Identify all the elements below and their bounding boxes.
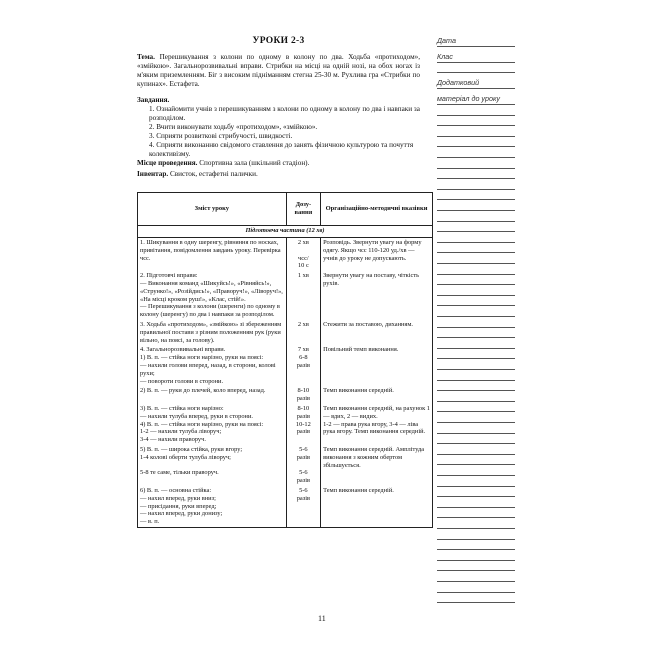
sidebar-line [437,369,515,370]
sidebar-line [437,422,515,423]
sidebar-line [437,263,515,264]
topic-text: Перешикування з колони по одному в колону по два. Ходьба «протиходом», «змійкою». Загальнорозвивальні вправи. Стрибки на місці на одній нозі, на обох ногах із м'яким приземленням. Біг з високим підніманням стегна 25-30 м. Рухлива гра «Стрибки по купинах». Естафета. [137,53,421,88]
header-content: Зміст уроку [138,193,287,226]
sidebar-line [437,221,515,222]
sidebar-line [437,390,515,391]
place-label: Місце проведення. [137,159,198,167]
row-dose: 5-6 разів [286,486,320,527]
inventory-text: Свисток, естафетні палички. [169,170,258,178]
sidebar-line [437,189,515,190]
sidebar-line [437,560,515,561]
sidebar-line [437,380,515,381]
sidebar-line [437,327,515,328]
sidebar-line [437,348,515,349]
row-dose: 1 хв [286,271,320,320]
sidebar-line [437,115,515,116]
lesson-topic [137,53,420,89]
task-item: 1. Ознайомити учнів з перешикуванням з колони по одному в колону по два і навпаки за розподілом. [149,105,420,122]
sidebar-line [437,125,515,126]
sidebar-line [437,210,515,211]
lesson-title: УРОКИ 2-3 [252,36,305,46]
sidebar-line [437,581,515,582]
sidebar-line [437,486,515,487]
sidebar-line [437,549,515,550]
section-title: Підготовча частина (12 хв) [138,226,433,238]
inventory-label: Інвентар. [137,170,169,178]
sidebar-line [437,496,515,497]
sidebar-line [437,464,515,465]
table-row [138,345,433,386]
page-number: 11 [318,614,326,623]
row-notes: Темп виконання середній, на рахунок 1 — вдих, 2 — видих. 1-2 — права рука вгору, 3-4 — ліва рука вгору. Темп виконання середній. [321,404,433,445]
sidebar-line [437,517,515,518]
row-dose: 8-10 разів 10-12 разів [286,404,320,445]
sidebar-line [437,475,515,476]
row-content: 5) В. п. — широка стійка, руки вгору; 1-4 колові оберти тулуба ліворуч; 5-8 те саме, тільки праворуч. [138,445,287,486]
row-dose: 5-6 разів 5-6 разів [286,445,320,486]
table-row [138,271,433,320]
sidebar-line [437,168,515,169]
sidebar-line [437,528,515,529]
sidebar-line [437,507,515,508]
sidebar-line [437,433,515,434]
row-content: 3) В. п. — стійка ноги нарізно: — нахили тулуба вперед, руки в сторони. 4) В. п. — стійка ноги нарізно, руки на поясі: 1-2 — нахили тулуба ліворуч; 3-4 — нахили праворуч. [138,404,287,445]
header-dose: Дозу-вання [286,193,320,226]
row-content: 1. Шикування в одну шеренгу, рівняння по носках, привітання, повідомлення завдань уроку. Перевірка чсс. [138,238,287,272]
sidebar-line [437,570,515,571]
sidebar-line [437,454,515,455]
row-content: 2. Підготовчі вправи: — Виконання команд «Шикуйсь!», «Рівняйсь!», «Струнко!», «Розійдись!», «Праворуч!», «Ліворуч!», «На місці кроком руш!», «Клас, стій!». — Перешикування з колони (шеренги) по одному в колону (шеренгу) по два і навпаки за розподілом. [138,271,287,320]
header-notes: Організаційно-методичні вказівки [321,193,433,226]
lesson-plan-table [137,192,433,528]
sidebar-label-date: Дата [437,36,456,45]
sidebar-line [437,305,515,306]
sidebar-line [437,592,515,593]
sidebar-label-material: матеріал до уроку [437,94,501,103]
place-text: Спортивна зала (шкільний стадіон). [199,159,310,167]
sidebar-line [437,88,515,89]
row-notes: Темп виконання середній. [321,486,433,527]
row-notes: Розповідь. Звернути увагу на форму одягу. Якщо чсс 110-120 уд./хв — учнів до уроку не допускають. [321,238,433,272]
row-notes: Повільний темп виконання. [321,345,433,386]
sidebar-line [437,358,515,359]
row-notes: Темп виконання середній. Амплітуда виконання з кожним обертом збільшується. [321,445,433,486]
sidebar-line [437,62,515,63]
row-content: 2) В. п. — руки до плечей, коло вперед, назад. [138,386,287,404]
row-notes: Звернути увагу на поставу, чіткість рухів. [321,271,433,320]
sidebar-line [437,602,515,603]
sidebar-line [437,337,515,338]
table-row [138,386,433,404]
sidebar-line [437,46,515,47]
row-dose: 7 хв 6-8 разів [286,345,320,386]
row-notes: Стежити за поставою, диханням. [321,320,433,345]
topic-label: Тема. [137,53,155,61]
sidebar-line [437,316,515,317]
row-dose: 2 хв [286,320,320,345]
task-item: 3. Сприяти розвиткові стрибучості, швидкості. [149,132,293,140]
sidebar-line [437,274,515,275]
table-row [138,445,433,486]
sidebar-line [437,231,515,232]
sidebar-line [437,72,515,73]
sidebar-line [437,411,515,412]
row-content: 3. Ходьба «протиходом», «змійкою» зі збереженням правильної постави з різним положенням рук (руки вільно, на поясі, за голову). [138,320,287,345]
sidebar-line [437,199,515,200]
row-notes: Темп виконання середній. [321,386,433,404]
task-item: 4. Сприяти виконанню свідомого ставлення до занять фізичною культурою та почуття колективізму. [149,141,414,158]
lesson-place [137,159,420,168]
row-content: 4. Загальнорозвивальні вправи. 1) В. п. — стійка ноги нарізно, руки на поясі: — нахили голови вперед, назад, в сторони, колові рухи; — повороти голови в сторони. [138,345,287,386]
table-row [138,404,433,445]
table-row [138,320,433,345]
sidebar-line [437,178,515,179]
sidebar-label-class: Клас [437,52,453,61]
sidebar-line [437,242,515,243]
lesson-inventory [137,170,420,179]
sidebar-line [437,295,515,296]
sidebar-line [437,252,515,253]
table-row [138,486,433,527]
sidebar-line [437,284,515,285]
row-dose: 8-10 разів [286,386,320,404]
sidebar-line [437,401,515,402]
sidebar-line [437,136,515,137]
lesson-tasks [137,96,420,159]
sidebar-line [437,539,515,540]
sidebar-label-extra: Додатковий [437,78,480,87]
task-item: 2. Вчити виконувати ходьбу «протиходом», «змійкою». [149,123,318,131]
sidebar-line [437,146,515,147]
row-content: 6) В. п. — основна стійка: — нахил вперед, руки вниз; — присідання, руки вперед; — нахил вперед, руки донизу; — в. п. [138,486,287,527]
row-dose: 2 хв чсс/ 10 с [286,238,320,272]
tasks-heading: Завдання. [137,96,170,104]
sidebar-line [437,104,515,105]
sidebar-line [437,443,515,444]
sidebar-line [437,157,515,158]
table-row [138,238,433,272]
